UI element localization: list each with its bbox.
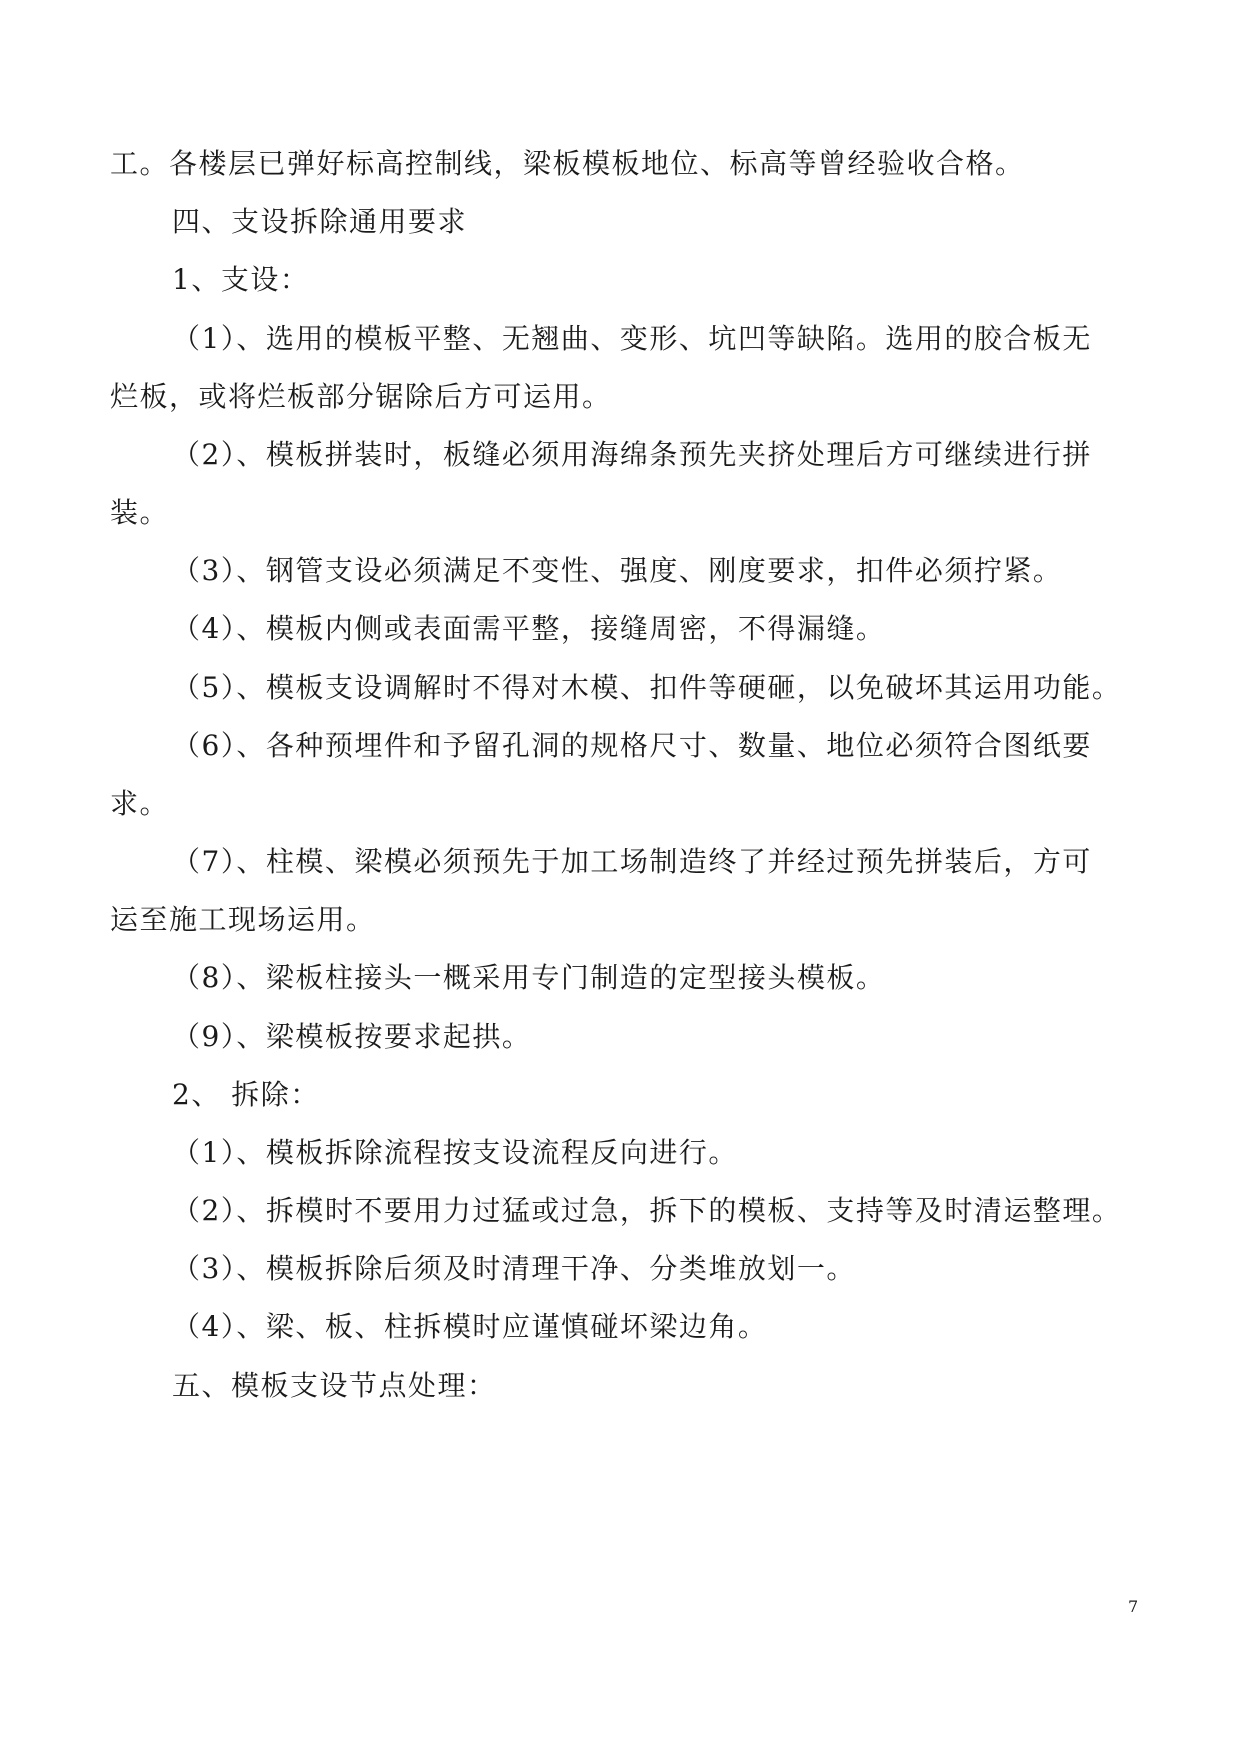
text-line-item-9: （9）、梁模板按要求起拱。 [172,1020,532,1053]
page-number: 7 [1128,1597,1139,1616]
text-line-item-7-cont: 运至施工现场运用。 [110,903,376,936]
text-line-item-3: （3）、钢管支设必须满足不变性、强度、刚度要求，扣件必须拧紧。 [172,554,1063,587]
text-line-item-7: （7）、柱模、梁模必须预先于加工场制造终了并经过预先拼装后，方可 [172,845,1092,878]
text-line-item-5: （5）、模板支设调解时不得对木模、扣件等硬砸，以免破坏其运用功能。 [172,671,1122,704]
text-line-1: 工。各楼层已弹好标高控制线，梁板模板地位、标高等曾经验收合格。 [110,147,1025,180]
subsection-heading-2: 2、 拆除： [172,1078,320,1111]
text-line-item-6: （6）、各种预埋件和予留孔洞的规格尺寸、数量、地位必须符合图纸要 [172,729,1092,762]
subsection-heading-1: 1、支设： [172,263,310,296]
section-heading-5: 五、模板支设节点处理： [172,1369,497,1402]
text-line-removal-3: （3）、模板拆除后须及时清理干净、分类堆放划一。 [172,1252,856,1285]
text-line-item-4: （4）、模板内侧或表面需平整，接缝周密，不得漏缝。 [172,612,886,645]
text-line-item-1-cont: 烂板，或将烂板部分锯除后方可运用。 [110,380,612,413]
text-line-item-1: （1）、选用的模板平整、无翘曲、变形、坑凹等缺陷。选用的胶合板无 [172,322,1092,355]
text-line-item-2-cont: 装。 [110,496,170,529]
text-line-item-2: （2）、模板拼装时，板缝必须用海绵条预先夹挤处理后方可继续进行拼 [172,438,1092,471]
text-line-removal-2: （2）、拆模时不要用力过猛或过急，拆下的模板、支持等及时清运整理。 [172,1194,1122,1227]
text-line-removal-1: （1）、模板拆除流程按支设流程反向进行。 [172,1136,738,1169]
text-line-item-8: （8）、梁板柱接头一概采用专门制造的定型接头模板。 [172,961,886,994]
text-line-removal-4: （4）、梁、板、柱拆模时应谨慎碰坏梁边角。 [172,1310,768,1343]
text-line-item-6-cont: 求。 [110,787,170,820]
section-heading-4: 四、支设拆除通用要求 [172,205,468,238]
